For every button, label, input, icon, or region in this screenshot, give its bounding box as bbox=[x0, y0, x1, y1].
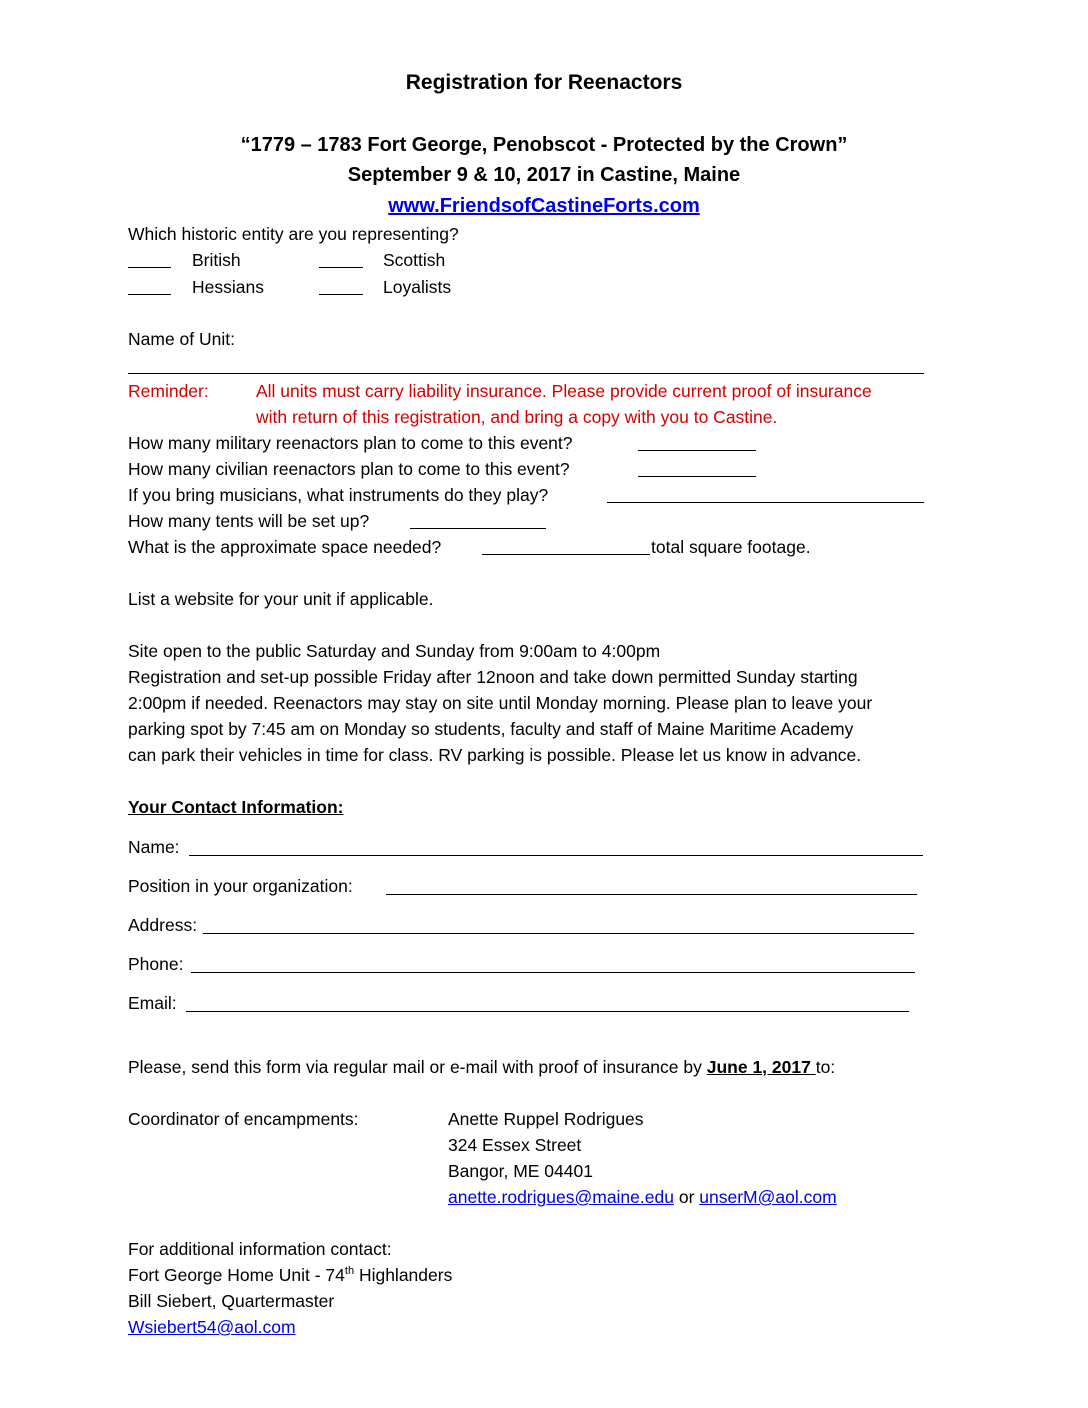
civilian-count-field[interactable] bbox=[638, 476, 756, 477]
reminder-label: Reminder: bbox=[128, 381, 209, 401]
coordinator-city: Bangor, ME 04401 bbox=[448, 1161, 593, 1181]
coordinator-label: Coordinator of encampments: bbox=[128, 1109, 359, 1129]
website-question: List a website for your unit if applicable. bbox=[128, 589, 434, 609]
musicians-question: If you bring musicians, what instruments do they play? bbox=[128, 485, 549, 505]
info-line-4: parking spot by 7:45 am on Monday so students, faculty and staff of Maine Maritime Academy bbox=[128, 719, 854, 739]
contact-name-label: Name: bbox=[128, 837, 180, 857]
info-line-3: 2:00pm if needed. Reenactors may stay on site until Monday morning. Please plan to leave your bbox=[128, 693, 873, 713]
send-text-after: to: bbox=[815, 1057, 836, 1077]
military-question: How many military reenactors plan to come to this event? bbox=[128, 433, 573, 453]
additional-unit bbox=[128, 1264, 452, 1286]
option-loyalists: Loyalists bbox=[383, 277, 452, 297]
unit-name-label: Name of Unit: bbox=[128, 329, 235, 349]
contact-phone-field[interactable] bbox=[191, 972, 915, 973]
option-hessians: Hessians bbox=[192, 277, 264, 297]
contact-address-field[interactable] bbox=[203, 933, 914, 934]
instruments-field[interactable] bbox=[607, 502, 924, 503]
civilian-question: How many civilian reenactors plan to come to this event? bbox=[128, 459, 570, 479]
option-scottish: Scottish bbox=[383, 250, 446, 270]
coordinator-street: 324 Essex Street bbox=[448, 1135, 582, 1155]
event-dates: September 9 & 10, 2017 in Castine, Maine bbox=[347, 164, 741, 186]
website-link[interactable]: www.FriendsofCastineForts.com bbox=[388, 195, 700, 217]
entity-question: Which historic entity are you representing? bbox=[128, 224, 459, 244]
contact-email-label: Email: bbox=[128, 993, 177, 1013]
contact-position-field[interactable] bbox=[386, 894, 917, 895]
reminder-line-1: All units must carry liability insurance. Please provide current proof of insurance bbox=[256, 381, 872, 401]
contact-position-label: Position in your organization: bbox=[128, 876, 353, 896]
hessians-blank[interactable] bbox=[128, 294, 171, 295]
additional-heading: For additional information contact: bbox=[128, 1239, 392, 1259]
unit-name-field[interactable] bbox=[128, 373, 924, 374]
coordinator-email-link-2[interactable]: unserM@aol.com bbox=[699, 1187, 837, 1207]
send-deadline: June 1, 2017 bbox=[706, 1057, 816, 1077]
send-instructions bbox=[128, 1056, 835, 1078]
contact-phone-label: Phone: bbox=[128, 954, 184, 974]
tents-count-field[interactable] bbox=[410, 528, 546, 529]
additional-email-link[interactable]: Wsiebert54@aol.com bbox=[128, 1317, 296, 1337]
info-line-2: Registration and set-up possible Friday after 12noon and take down permitted Sunday starting bbox=[128, 667, 858, 687]
additional-person: Bill Siebert, Quartermaster bbox=[128, 1291, 335, 1311]
space-field[interactable] bbox=[482, 554, 650, 555]
send-text-before: Please, send this form via regular mail or e-mail with proof of insurance by bbox=[128, 1057, 707, 1077]
loyalists-blank[interactable] bbox=[319, 294, 363, 295]
reminder-line-2: with return of this registration, and bring a copy with you to Castine. bbox=[256, 407, 778, 427]
coordinator-name: Anette Ruppel Rodrigues bbox=[448, 1109, 644, 1129]
space-question: What is the approximate space needed? bbox=[128, 537, 442, 557]
scottish-blank[interactable] bbox=[319, 267, 363, 268]
contact-address-label: Address: bbox=[128, 915, 198, 935]
option-british: British bbox=[192, 250, 241, 270]
additional-unit-suffix: Highlanders bbox=[354, 1265, 453, 1285]
coordinator-email-or: or bbox=[673, 1187, 700, 1207]
additional-unit-sup: th bbox=[344, 1265, 355, 1278]
info-line-1: Site open to the public Saturday and Sunday from 9:00am to 4:00pm bbox=[128, 641, 661, 661]
space-suffix: total square footage. bbox=[651, 537, 811, 557]
military-count-field[interactable] bbox=[638, 450, 756, 451]
coordinator-email-link-1[interactable]: anette.rodrigues@maine.edu bbox=[448, 1187, 674, 1207]
contact-email-field[interactable] bbox=[186, 1011, 909, 1012]
info-line-5: can park their vehicles in time for class. RV parking is possible. Please let us know in advance. bbox=[128, 745, 862, 765]
page-title: Registration for Reenactors bbox=[405, 71, 683, 94]
additional-unit-prefix: Fort George Home Unit - 74 bbox=[128, 1265, 345, 1285]
coordinator-emails bbox=[448, 1186, 837, 1208]
tents-question: How many tents will be set up? bbox=[128, 511, 370, 531]
contact-heading: Your Contact Information: bbox=[128, 797, 344, 817]
event-name: “1779 – 1783 Fort George, Penobscot - Protected by the Crown” bbox=[240, 134, 848, 156]
british-blank[interactable] bbox=[128, 267, 171, 268]
contact-name-field[interactable] bbox=[189, 855, 923, 856]
